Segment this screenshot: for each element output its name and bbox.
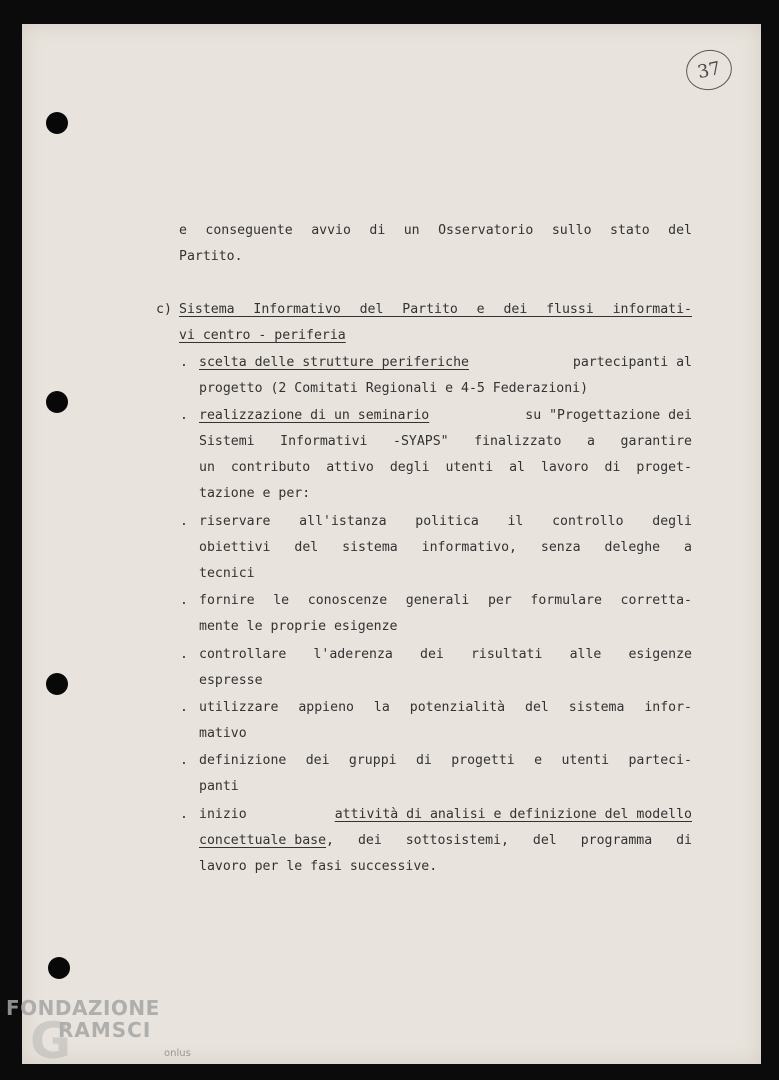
bullet: . [180,807,188,822]
text-line: lavoro per le fasi successive. [199,859,438,874]
list-item [199,407,692,425]
bullet: . [180,593,188,608]
bullet: . [180,753,188,768]
text-line: tazione e per: [199,486,311,501]
page-number: 37 [695,57,723,83]
text-line: obiettivi del sistema informativo, senza deleghe a [199,540,692,555]
text-span: , dei sottosistemi, del programma di [326,833,692,848]
text-span: partecipanti al [572,355,692,370]
section-heading: Sistema Informativo del Partito e dei flussi informati- [179,302,692,317]
watermark-text: FONDAZIONE [6,996,160,1020]
underlined-text: realizzazione di un seminario [199,408,430,423]
list-item [199,354,692,372]
bullet: . [180,408,188,423]
watermark-g-letter: G [30,1012,72,1070]
bullet: . [180,355,188,370]
text-span: su "Progettazione dei [525,408,692,423]
underlined-text: concettuale base [199,833,327,848]
text-line: Partito. [179,249,243,264]
underlined-text: scelta delle strutture periferiche [199,355,469,370]
text-line: riservare all'istanza politica il controllo degli [199,514,692,529]
text-line: mativo [199,726,247,741]
text-line: fornire le conoscenze generali per formulare corretta- [199,593,692,608]
text-line: controllare l'aderenza dei risultati alle esigenze [199,647,692,662]
text-line: tecnici [199,566,255,581]
bullet: . [180,700,188,715]
text-line: panti [199,779,239,794]
section-label: c) [156,302,172,317]
text-line: progetto (2 Comitati Regionali e 4-5 Federazioni) [199,381,589,396]
list-item [199,806,692,824]
text-line: Sistemi Informativi -SYAPS" finalizzato a garantire [199,434,692,449]
watermark-text: RAMSCI [58,1018,152,1042]
text-line: e conseguente avvio di un Osservatorio sullo stato del [179,223,692,238]
bullet: . [180,647,188,662]
bullet: . [180,514,188,529]
text-line: utilizzare appieno la potenzialità del sistema infor- [199,700,692,715]
text-span: inizio [199,807,247,822]
text-line: mente le proprie esigenze [199,619,398,634]
list-item [199,832,692,850]
typewritten-text [22,24,761,1070]
text-line: espresse [199,673,263,688]
watermark-logo [6,996,196,1076]
underlined-text: attività di analisi e definizione del modello [334,807,692,822]
section-heading: vi centro - periferia [179,328,346,343]
document-page [22,24,761,1070]
watermark-onlus: onlus [164,1048,191,1059]
text-line: un contributo attivo degli utenti al lavoro di proget- [199,460,692,475]
text-line: definizione dei gruppi di progetti e utenti parteci- [199,753,692,768]
